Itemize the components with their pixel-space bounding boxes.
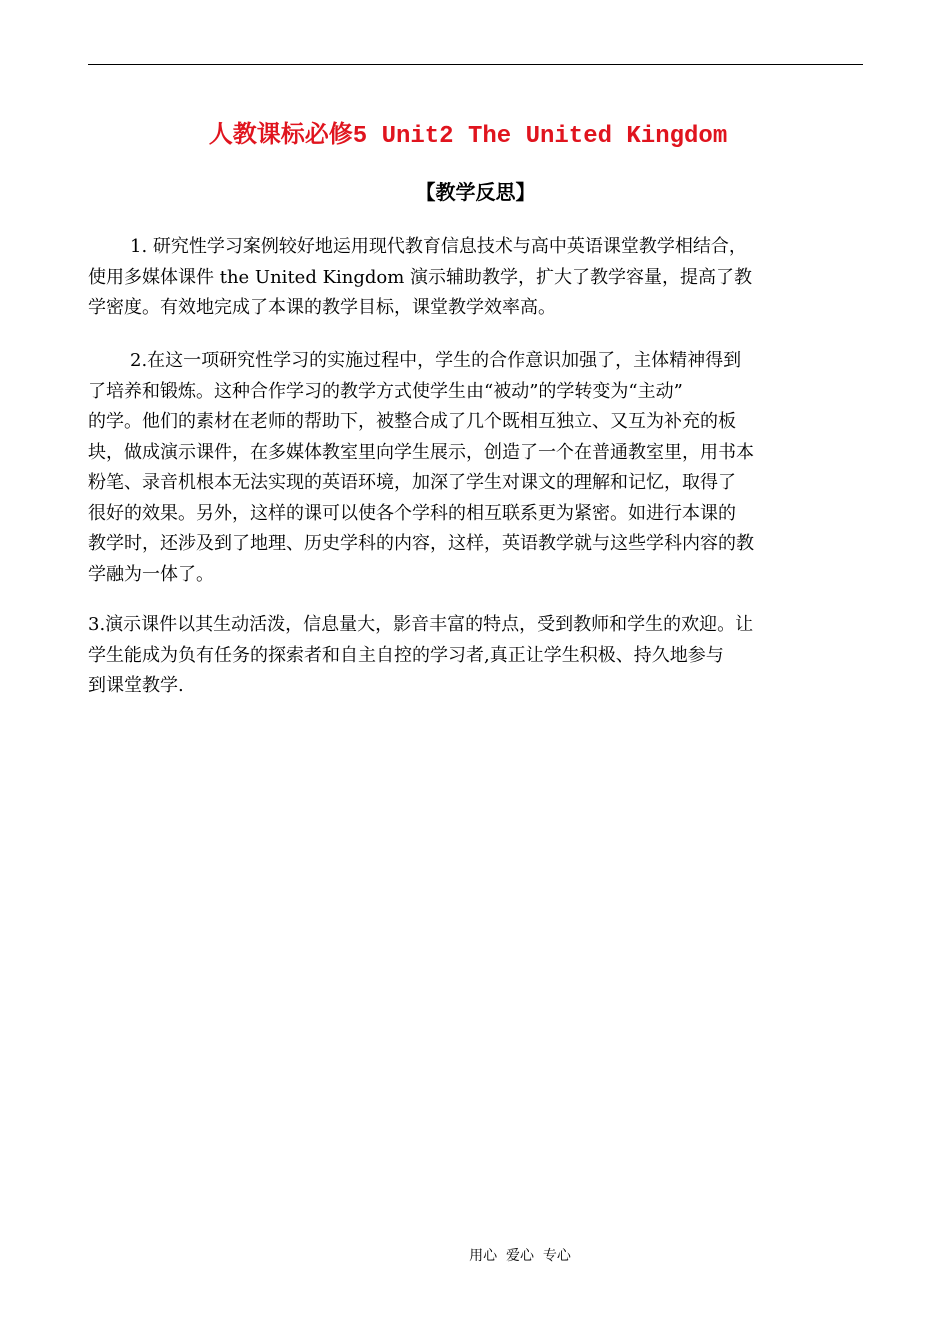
page-footer: 用心 爱心 专心: [469, 1248, 571, 1264]
paragraph-1: [88, 232, 863, 324]
paragraph-line: 学生能成为负有任务的探索者和自主自控的学习者,真正让学生积极、持久地参与: [88, 644, 724, 666]
paragraph-line: 粉笔、录音机根本无法实现的英语环境，加深了学生对课文的理解和记忆，取得了: [88, 472, 736, 493]
paragraph-line: 2.在这一项研究性学习的实施过程中，学生的合作意识加强了，主体精神得到: [130, 350, 742, 371]
paragraph-line: 学密度。有效地完成了本课的教学目标，课堂教学效率高。: [88, 297, 556, 318]
paragraph-line: 很好的效果。另外，这样的课可以使各个学科的相互联系更为紧密。如进行本课的: [88, 502, 736, 524]
paragraph-line: 教学时，还涉及到了地理、历史学科的内容，这样，英语教学就与这些学科内容的教: [88, 533, 754, 554]
paragraph-line: 使用多媒体课件 the United Kingdom 演示辅助教学，扩大了教学容量，提高了教: [88, 266, 753, 288]
paragraph-line: 学融为一体了。: [88, 563, 214, 585]
paragraph-3: [88, 610, 863, 702]
paragraph-line: 1. 研究性学习案例较好地运用现代教育信息技术与高中英语课堂教学相结合，: [130, 236, 747, 257]
document-title: 人教课标必修5 Unit2 The United Kingdom: [208, 123, 728, 150]
header-rule: [88, 64, 863, 65]
paragraph-line: 到课堂教学.: [88, 675, 184, 696]
paragraph-line: 块，做成演示课件，在多媒体教室里向学生展示，创造了一个在普通教室里，用书本: [88, 441, 754, 463]
paragraph-line: 的学。他们的素材在老师的帮助下，被整合成了几个既相互独立、又互为补充的板: [88, 411, 736, 432]
paragraph-line: 3.演示课件以其生动活泼，信息量大，影音丰富的特点，受到教师和学生的欢迎。让: [88, 614, 754, 635]
paragraph-2: [88, 346, 863, 590]
section-heading: 【教学反思】: [415, 180, 536, 204]
paragraph-line: 了培养和锻炼。这种合作学习的教学方式使学生由“被动”的学转变为“主动”: [88, 380, 683, 402]
